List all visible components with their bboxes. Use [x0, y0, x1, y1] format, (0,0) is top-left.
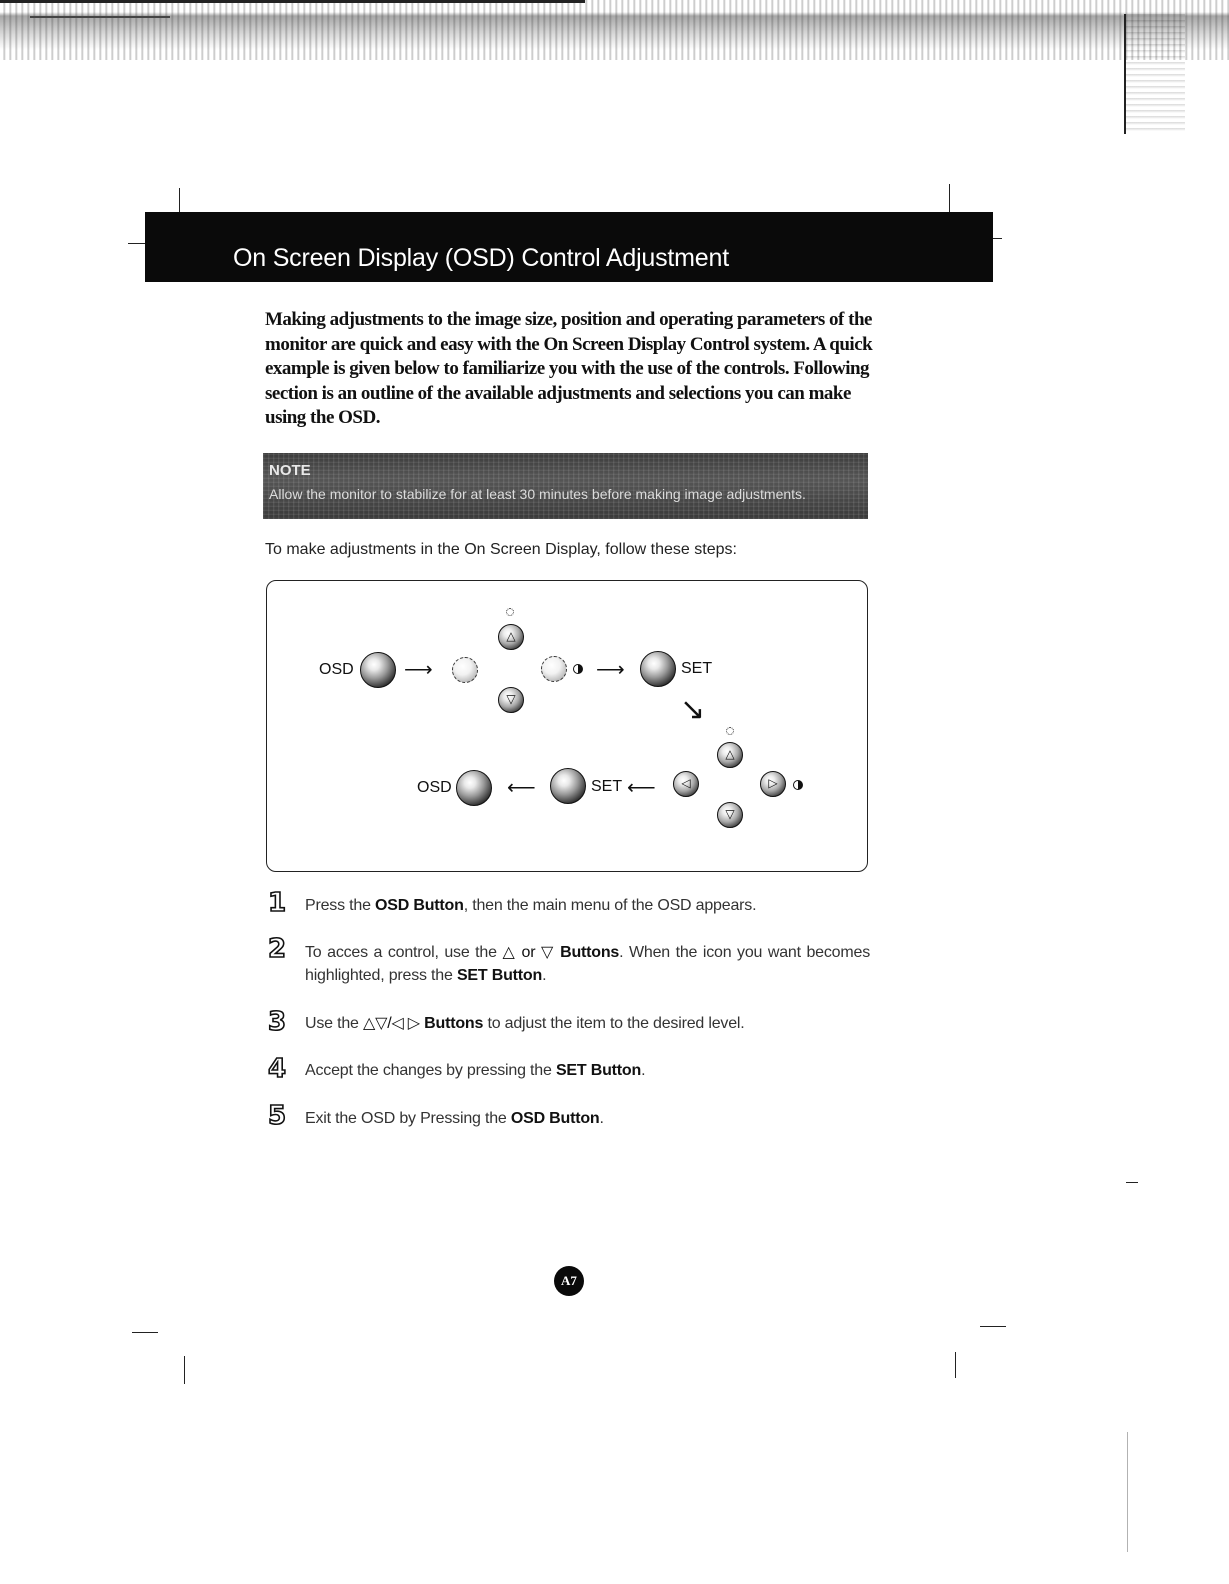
step-5-text: Exit the OSD by Pressing the OSD Button. [305, 1110, 604, 1127]
osd-button-icon [456, 770, 492, 806]
down-triangle-glyph: ▽ [506, 692, 516, 706]
arrow-diagonal-icon: ↘ [680, 693, 706, 726]
arrow-left-icon: ⟵ [627, 777, 656, 799]
contrast-icon [573, 664, 583, 674]
note-title: NOTE [269, 462, 311, 479]
arrow-right-icon: ⟶ [404, 659, 433, 681]
down-button-icon [717, 802, 743, 828]
scan-noise-right [1125, 14, 1185, 134]
step-2-text: To acces a control, use the △ or ▽ Buttons. When the icon you want becomes highlighted, press the SET Button. [305, 944, 870, 984]
brightness-icon [506, 608, 514, 616]
step-1-text: Press the OSD Button, then the main menu of the OSD appears. [305, 897, 757, 914]
down-triangle-glyph: ▽ [725, 807, 735, 821]
step-number: 2 [268, 934, 287, 964]
crop-mark [132, 1332, 158, 1333]
up-button-icon [717, 742, 743, 768]
crop-mark [980, 1326, 1006, 1327]
step-number: 3 [268, 1007, 287, 1037]
up-triangle-glyph: △ [725, 747, 735, 761]
step-3-text: Use the △▽/◁ ▷ Buttons to adjust the item to the desired level. [305, 1015, 745, 1032]
set-button-icon [550, 768, 586, 804]
up-button-icon [498, 624, 524, 650]
arrow-right-icon: ⟶ [596, 659, 625, 681]
crop-mark [949, 184, 950, 212]
crop-mark [128, 243, 146, 244]
scan-edge-line [1124, 14, 1126, 134]
steps-intro: To make adjustments in the On Screen Display, follow these steps: [265, 541, 737, 558]
left-button-icon [673, 771, 699, 797]
step-4-text: Accept the changes by pressing the SET Button. [305, 1062, 646, 1079]
note-box [263, 453, 868, 519]
right-triangle-glyph: ▷ [768, 776, 778, 790]
osd-label: OSD [417, 779, 452, 796]
crop-mark [184, 1356, 185, 1384]
set-button-icon [640, 651, 676, 687]
scan-noise-top [0, 0, 1229, 60]
crop-mark [179, 188, 180, 214]
crop-mark [955, 1352, 956, 1378]
osd-label: OSD [319, 661, 354, 678]
down-button-icon [498, 687, 524, 713]
up-triangle-glyph: △ [506, 629, 516, 643]
step-number: 4 [268, 1054, 287, 1084]
osd-procedure-diagram [266, 580, 868, 872]
note-text: Allow the monitor to stabilize for at least 30 minutes before making image adjustments. [269, 486, 806, 502]
highlighted-icon [452, 657, 478, 683]
intro-paragraph: Making adjustments to the image size, position and operating parameters of the monitor are quick and easy with the On Screen Display Control system. A quick example is given below to familiarize you with the use of the controls. Following section is an outline of the available adjustments and selections you can make using the OSD. [265, 309, 873, 428]
step-number: 1 [268, 888, 287, 918]
arrow-left-icon: ⟵ [507, 777, 536, 799]
contrast-icon [793, 780, 803, 790]
set-label: SET [591, 778, 623, 795]
scan-edge-line [30, 16, 170, 18]
set-label: SET [681, 660, 713, 677]
scan-edge-line [0, 0, 585, 3]
osd-button-icon [360, 652, 396, 688]
crop-mark [1126, 1182, 1138, 1183]
triangle-symbols: △ or ▽ [502, 944, 555, 961]
highlighted-icon [541, 656, 567, 682]
triangle-symbols: △▽/◁ ▷ [363, 1015, 420, 1032]
step-number: 5 [268, 1101, 287, 1131]
scan-edge-line [1127, 1432, 1128, 1552]
left-triangle-glyph: ◁ [681, 776, 691, 790]
right-button-icon [760, 771, 786, 797]
page-title: On Screen Display (OSD) Control Adjustment [233, 244, 729, 272]
page-number: A7 [554, 1266, 584, 1296]
crop-mark [992, 238, 1002, 239]
brightness-icon [726, 727, 734, 735]
